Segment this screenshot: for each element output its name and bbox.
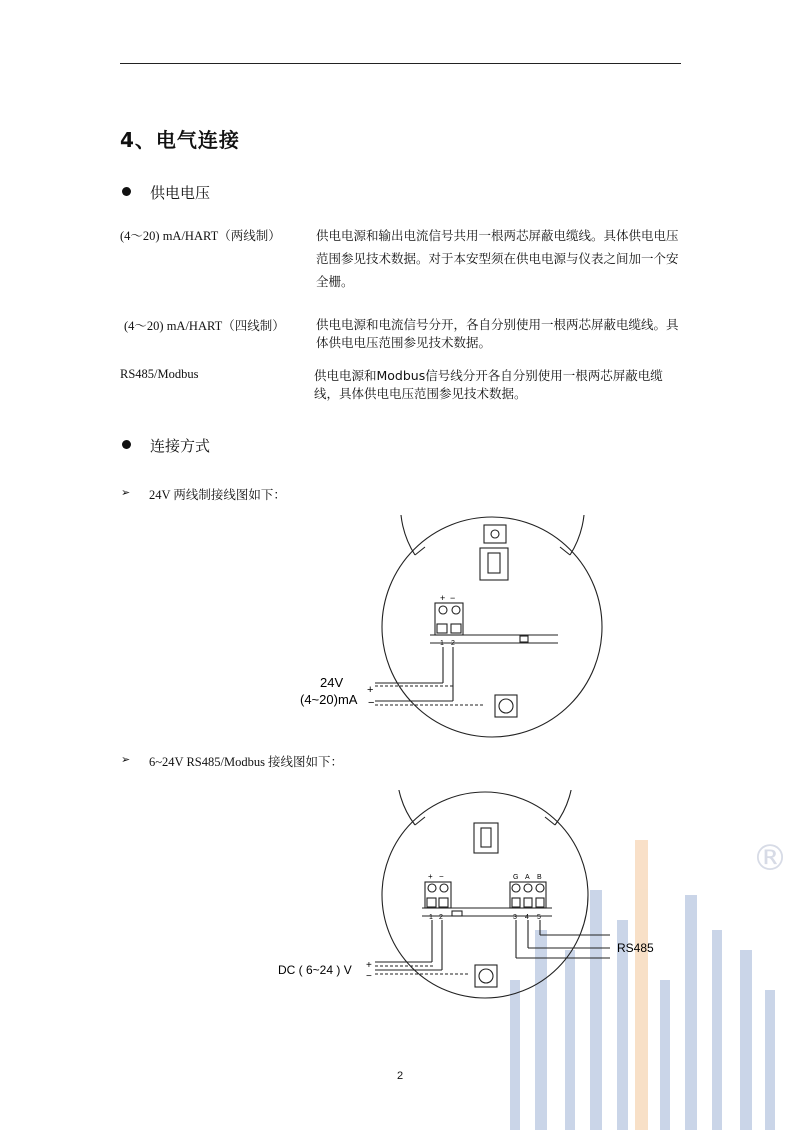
supply-term-rs485: RS485/Modbus	[120, 367, 199, 381]
d1-label-voltage: 24V	[320, 675, 344, 690]
d2-num4: 4	[525, 914, 529, 921]
heading-supply-voltage: 供电电压	[150, 184, 211, 202]
d2-label-dc: DC ( 6~24 ) V	[278, 963, 352, 977]
d2-num5: 5	[537, 914, 541, 921]
header-rule	[120, 63, 681, 64]
wiring-diagram-two-wire	[280, 515, 620, 750]
subheading-rs485: 6~24V RS485/Modbus 接线图如下：	[149, 755, 344, 769]
bullet-dot	[122, 440, 131, 449]
wiring-diagram-rs485	[270, 790, 670, 1005]
section-title: 4、电气连接	[120, 128, 240, 152]
heading-connection: 连接方式	[150, 437, 211, 455]
watermark-registered-mark: ®	[752, 838, 788, 879]
d1-terminal-num2: 2	[451, 640, 455, 647]
d2-wire-plus: +	[366, 960, 372, 971]
d2-terminal-num1: 1	[429, 914, 433, 921]
d2-terminal-plus: +	[428, 872, 433, 881]
supply-desc-four-wire: 供电电源和电流信号分开，各自分别使用一根两芯屏蔽电缆线。具体供电电压范围参见技术数据。	[316, 317, 679, 350]
d2-terminal-minus: −	[439, 872, 444, 881]
arrow-bullet-icon: ➢	[121, 486, 131, 499]
supply-desc-rs485: 供电电源和Modbus信号线分开各自分别使用一根两芯屏蔽电缆线，具体供电电压范围参见技术数据。	[314, 368, 663, 401]
d2-wire-minus: −	[366, 971, 372, 982]
d1-terminal-plus: +	[440, 593, 446, 603]
d1-label-current: (4~20)mA	[300, 692, 358, 707]
bullet-dot	[122, 187, 131, 196]
d2-terminal-num2: 2	[439, 914, 443, 921]
d1-terminal-minus: −	[450, 593, 456, 603]
d1-terminal-num1: 1	[440, 640, 444, 647]
subheading-two-wire: 24V 两线制接线图如下：	[149, 488, 286, 502]
supply-term-four-wire: (4～20) mA/HART（四线制）	[124, 319, 285, 333]
d1-wire-plus: +	[367, 684, 374, 696]
d2-label-rs485: RS485	[617, 941, 654, 955]
page-number: 2	[396, 1070, 404, 1082]
arrow-bullet-icon: ➢	[121, 753, 131, 766]
d2-label-a: A	[525, 874, 530, 881]
d1-wire-minus: −	[368, 697, 375, 709]
supply-term-two-wire: (4～20) mA/HART（两线制）	[120, 229, 281, 243]
d2-num3: 3	[513, 914, 517, 921]
supply-desc-two-wire: 供电电源和输出电流信号共用一根两芯屏蔽电缆线。具体供电电压范围参见技术数据。对于本安型须在供电电源与仪表之间加一个安全栅。	[316, 228, 679, 289]
d2-label-b: B	[537, 874, 542, 881]
d2-label-g: G	[513, 874, 519, 881]
